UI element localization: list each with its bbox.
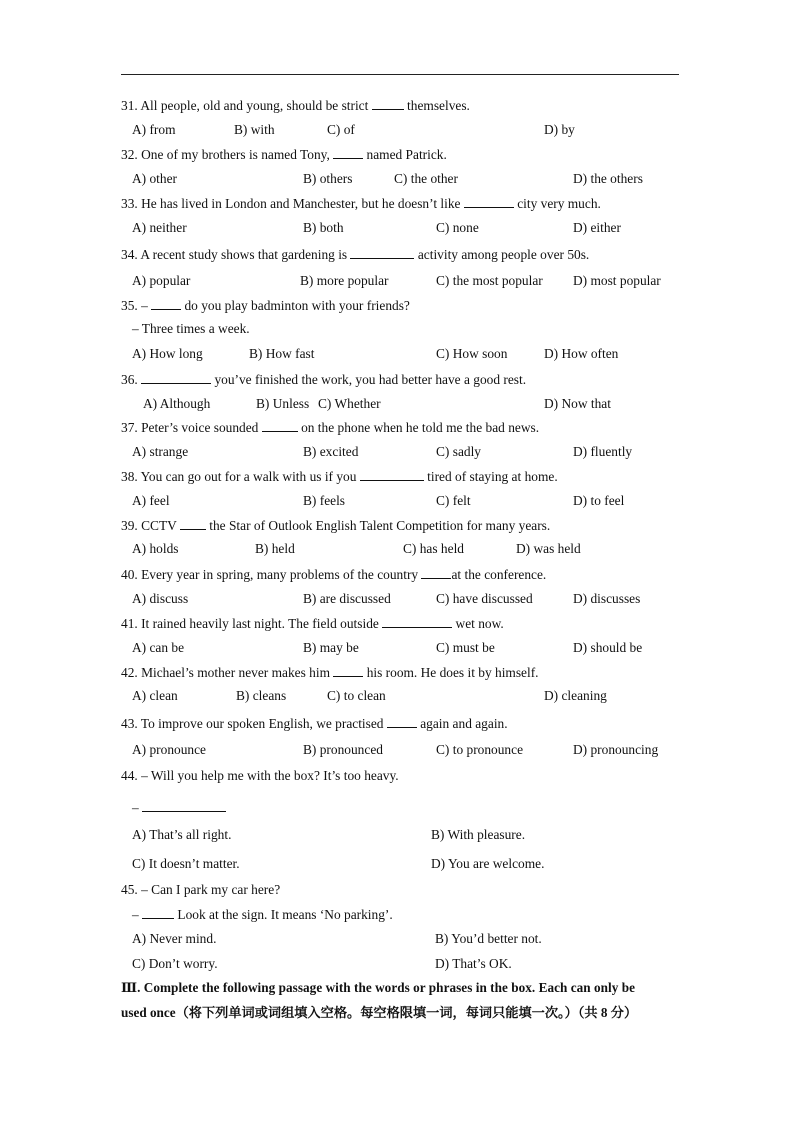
option-38-c: C) felt: [436, 493, 471, 508]
option-34-b: B) more popular: [300, 273, 389, 288]
option-41-a: A) can be: [132, 640, 185, 655]
option-45-c: C) Don’t worry.: [132, 956, 218, 971]
option-40-b: B) are discussed: [303, 591, 391, 606]
option-43-c: C) to pronounce: [436, 742, 524, 757]
question-38: 38. You can go out for a walk with us if you tired of staying at home.: [121, 469, 558, 484]
option-33-a: A) neither: [132, 220, 187, 235]
option-43-b: B) pronounced: [303, 742, 383, 757]
option-37-b: B) excited: [303, 444, 359, 459]
option-39-c: C) has held: [403, 541, 464, 556]
option-43-d: D) pronouncing: [573, 742, 659, 757]
option-41-d: D) should be: [573, 640, 643, 655]
option-38-a: A) feel: [132, 493, 170, 508]
option-42-a: A) clean: [132, 688, 178, 703]
option-39-b: B) held: [255, 541, 295, 556]
option-31-a: A) from: [132, 122, 176, 137]
option-35-c: C) How soon: [436, 346, 508, 361]
option-42-b: B) cleans: [236, 688, 287, 703]
option-31-d: D) by: [544, 122, 575, 137]
option-33-c: C) none: [436, 220, 479, 235]
option-35-b: B) How fast: [249, 346, 315, 361]
option-32-b: B) others: [303, 171, 353, 186]
header-rule: [121, 74, 679, 75]
option-40-d: D) discusses: [573, 591, 641, 606]
question-41: 41. It rained heavily last night. The field outside wet now.: [121, 616, 504, 631]
option-36-d: D) Now that: [544, 396, 611, 411]
option-37-d: D) fluently: [573, 444, 633, 459]
question-37: 37. Peter’s voice sounded on the phone when he told me the bad news.: [121, 420, 540, 435]
reply-44: –: [132, 799, 226, 816]
option-41-c: C) must be: [436, 640, 495, 655]
reply-35: – Three times a week.: [132, 321, 250, 336]
question-44: 44. – Will you help me with the box? It’s too heavy.: [121, 768, 399, 783]
question-43: 43. To improve our spoken English, we practised again and again.: [121, 716, 508, 731]
option-45-b: B) You’d better not.: [435, 931, 542, 946]
option-45-d: D) That’s OK.: [435, 956, 512, 971]
section-3-heading: Ⅲ. Complete the following passage with the words or phrases in the box. Each can only be: [121, 980, 636, 995]
question-31: 31. All people, old and young, should be strict themselves.: [121, 98, 470, 113]
option-31-b: B) with: [234, 122, 275, 137]
option-44-c: C) It doesn’t matter.: [132, 856, 240, 871]
option-32-a: A) other: [132, 171, 177, 186]
option-38-b: B) feels: [303, 493, 346, 508]
option-35-d: D) How often: [544, 346, 619, 361]
option-32-c: C) the other: [394, 171, 458, 186]
option-34-a: A) popular: [132, 273, 191, 288]
option-33-d: D) either: [573, 220, 621, 235]
question-33: 33. He has lived in London and Manchester, but he doesn’t like city very much.: [121, 196, 601, 211]
question-39: 39. CCTV the Star of Outlook English Talent Competition for many years.: [121, 518, 551, 533]
option-41-b: B) may be: [303, 640, 359, 655]
question-32: 32. One of my brothers is named Tony, named Patrick.: [121, 147, 447, 162]
question-36: 36. you’ve finished the work, you had better have a good rest.: [121, 372, 527, 387]
option-44-d: D) You are welcome.: [431, 856, 545, 871]
option-42-d: D) cleaning: [544, 688, 607, 703]
option-38-d: D) to feel: [573, 493, 625, 508]
option-36-c: C) Whether: [318, 396, 381, 411]
question-42: 42. Michael’s mother never makes him his room. He does it by himself.: [121, 665, 539, 680]
option-34-c: C) the most popular: [436, 273, 543, 288]
option-37-c: C) sadly: [436, 444, 482, 459]
option-36-a: A) Although: [143, 396, 211, 411]
option-39-d: D) was held: [516, 541, 581, 556]
option-44-b: B) With pleasure.: [431, 827, 526, 842]
option-39-a: A) holds: [132, 541, 179, 556]
question-35: 35. – do you play badminton with your friends?: [121, 298, 410, 313]
option-40-a: A) discuss: [132, 591, 189, 606]
question-34: 34. A recent study shows that gardening is activity among people over 50s.: [121, 247, 590, 262]
option-34-d: D) most popular: [573, 273, 661, 288]
option-44-a: A) That’s all right.: [132, 827, 232, 842]
option-31-c: C) of: [327, 122, 355, 137]
option-35-a: A) How long: [132, 346, 203, 361]
option-37-a: A) strange: [132, 444, 189, 459]
option-43-a: A) pronounce: [132, 742, 206, 757]
option-42-c: C) to clean: [327, 688, 386, 703]
option-33-b: B) both: [303, 220, 344, 235]
reply-45: – Look at the sign. It means ‘No parking’.: [132, 907, 393, 922]
option-36-b: B) Unless: [256, 396, 310, 411]
question-40: 40. Every year in spring, many problems of the country at the conference.: [121, 567, 547, 582]
section-3-instructions: used once（将下列单词或词组填入空格。每空格限填一词，每词只能填一次。）（共 8 分）: [121, 1005, 638, 1020]
question-45: 45. – Can I park my car here?: [121, 882, 281, 897]
option-45-a: A) Never mind.: [132, 931, 217, 946]
option-40-c: C) have discussed: [436, 591, 533, 606]
option-32-d: D) the others: [573, 171, 643, 186]
